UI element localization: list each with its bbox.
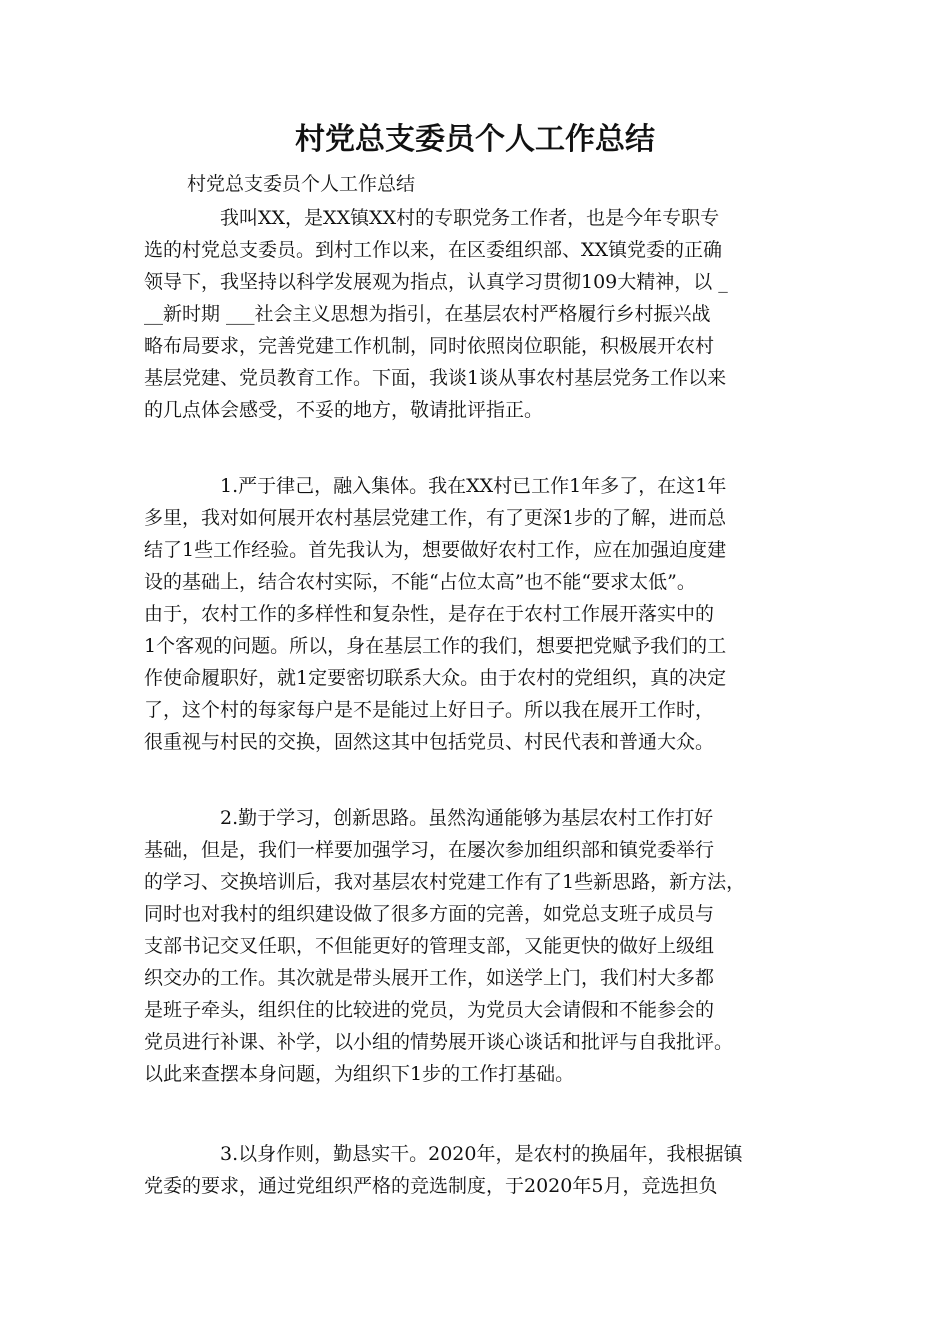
paragraph-line: 基础，但是，我们一样要加强学习，在屡次参加组织部和镇党委举行 [144, 839, 715, 861]
paragraph-line: 的学习、交换培训后，我对基层农村党建工作有了1些新思路，新方法， [144, 871, 746, 893]
paragraph-line: 选的村党总支委员。到村工作以来，在区委组织部、XX镇党委的正确 [144, 239, 723, 261]
paragraph-line: 党委的要求，通过党组织严格的竞选制度，于2020年5月，竞选担负 [144, 1175, 718, 1197]
paragraph-line: 支部书记交叉任职，不但能更好的管理支部，又能更快的做好上级组 [144, 935, 715, 957]
paragraph-section-2 [144, 802, 808, 1090]
paragraph-line: 领导下，我坚持以科学发展观为指点，认真学习贯彻109大精神，以 _ [144, 271, 728, 293]
paragraph-line: 基层党建、党员教育工作。下面，我谈1谈从事农村基层党务工作以来 [144, 367, 727, 389]
paragraph-section-3 [144, 1138, 808, 1202]
paragraph-line: 设的基础上，结合农村实际，不能“占位太高”也不能“要求太低”。 [144, 571, 696, 593]
paragraph-line: 以此来查摆本身问题，为组织下1步的工作打基础。 [144, 1063, 575, 1085]
paragraph-section-1 [144, 470, 808, 758]
paragraph-line: 了，这个村的每家每户是不是能过上好日子。所以我在展开工作时， [144, 699, 715, 721]
paragraph-line: 1个客观的问题。所以，身在基层工作的我们，想要把党赋予我们的工 [144, 635, 727, 657]
paragraph-line: 同时也对我村的组织建设做了很多方面的完善，如党总支班子成员与 [144, 903, 715, 925]
paragraph-line: 多里，我对如何展开农村基层党建工作，有了更深1步的了解，进而总 [144, 507, 727, 529]
paragraph-line: 作使命履职好，就1定要密切联系大众。由于农村的党组织，真的决定 [144, 667, 727, 689]
paragraph-line: 我叫XX，是XX镇XX村的专职党务工作者，也是今年专职专 [220, 207, 720, 229]
paragraph-intro [144, 202, 808, 426]
document-title: 村党总支委员个人工作总结 [295, 122, 655, 157]
paragraph-line: 织交办的工作。其次就是带头展开工作，如送学上门，我们村大多都 [144, 967, 715, 989]
document-subtitle: 村党总支委员个人工作总结 [187, 173, 416, 195]
paragraph-line: 1.严于律己，融入集体。我在XX村已工作1年多了，在这1年 [220, 475, 727, 497]
paragraph-line: 由于，农村工作的多样性和复杂性，是存在于农村工作展开落实中的 [144, 603, 715, 625]
paragraph-line: 略布局要求，完善党建工作机制，同时依照岗位职能，积极展开农村 [144, 335, 715, 357]
paragraph-line: 是班子牵头，组织住的比较进的党员，为党员大会请假和不能参会的 [144, 999, 715, 1021]
paragraph-line: 很重视与村民的交换，固然这其中包括党员、村民代表和普通大众。 [144, 731, 715, 753]
paragraph-line: 结了1些工作经验。首先我认为，想要做好农村工作，应在加强迫度建 [144, 539, 727, 561]
paragraph-line: __新时期 ___社会主义思想为指引，在基层农村严格履行乡村振兴战 [144, 303, 711, 325]
paragraph-line: 3.以身作则，勤恳实干。2020年，是农村的换届年，我根据镇 [220, 1143, 743, 1165]
paragraph-line: 2.勤于学习，创新思路。虽然沟通能够为基层农村工作打好 [220, 807, 714, 829]
paragraph-line: 党员进行补课、补学，以小组的情势展开谈心谈话和批评与自我批评。 [144, 1031, 734, 1053]
paragraph-line: 的几点体会感受，不妥的地方，敬请批评指正。 [144, 399, 544, 421]
